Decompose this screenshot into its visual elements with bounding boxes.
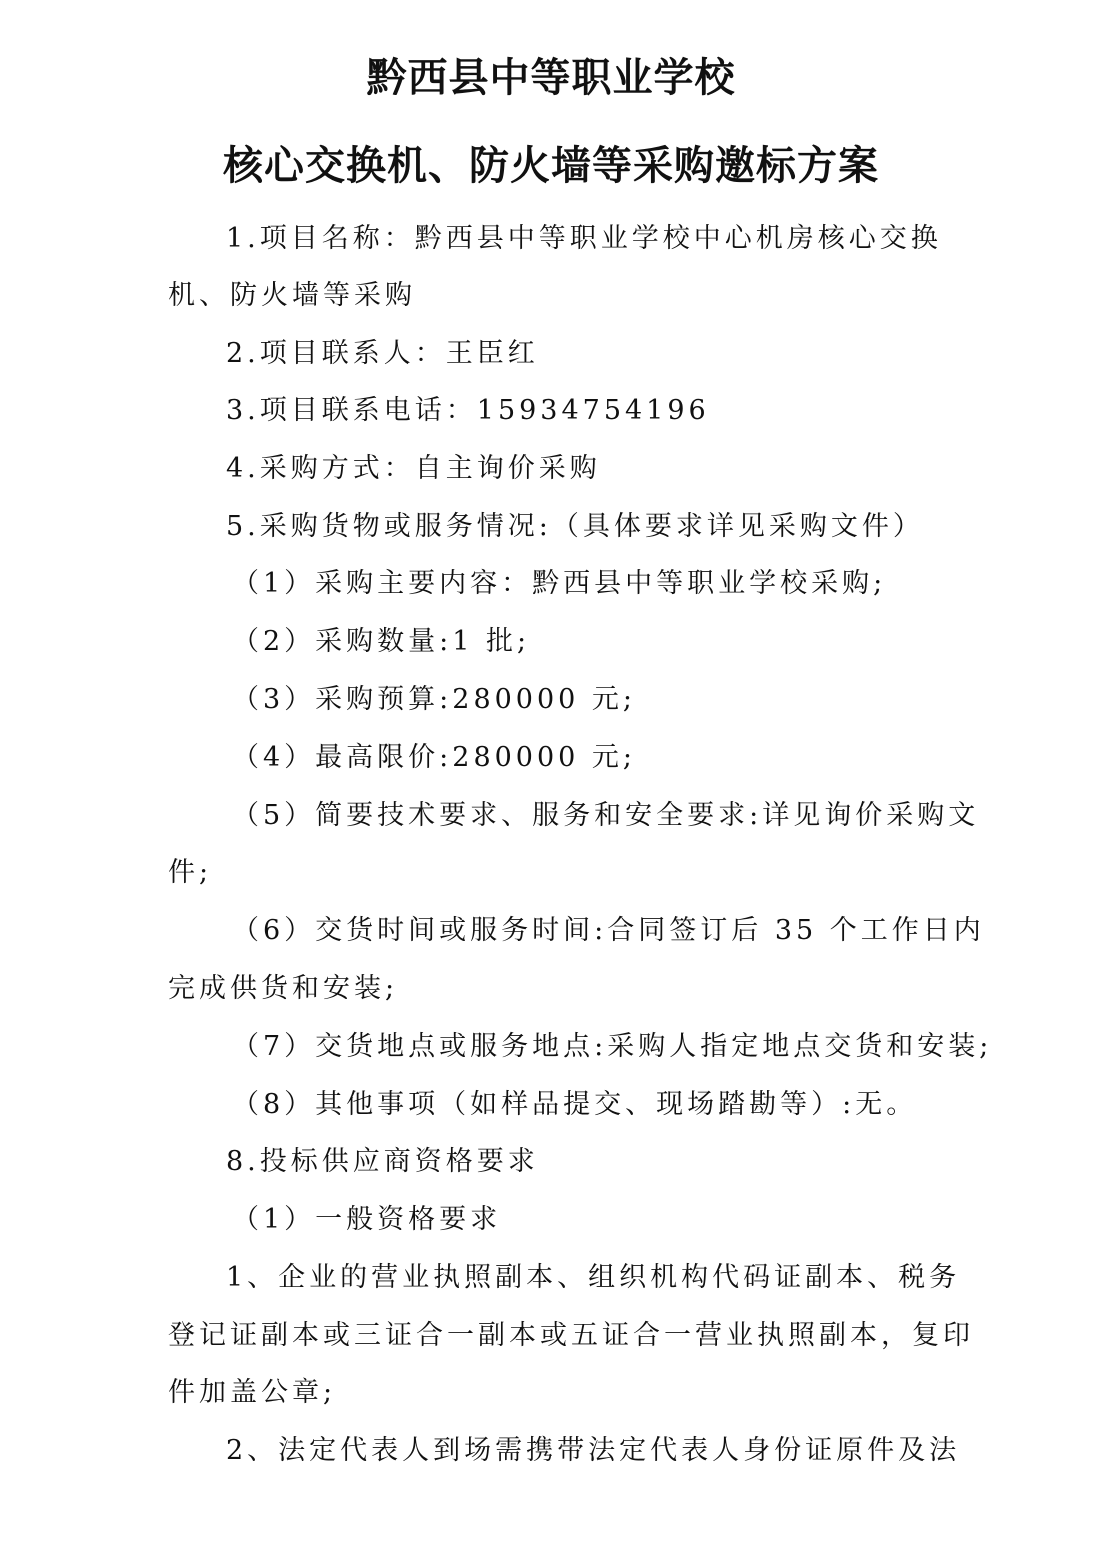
paragraph-line: （7）交货地点或服务地点:采购人指定地点交货和安装;: [232, 1031, 993, 1062]
paragraph-line: 2.项目联系人：王臣红: [226, 338, 539, 369]
paragraph-line: 2、法定代表人到场需携带法定代表人身份证原件及法: [226, 1435, 961, 1466]
paragraph-line: （1）一般资格要求: [232, 1204, 502, 1235]
paragraph-line: 3.项目联系电话：15934754196: [226, 395, 710, 426]
document-title-line-2: 核心交换机、防火墙等采购邀标方案: [223, 142, 879, 189]
paragraph-line: 4.采购方式：自主询价采购: [226, 453, 601, 484]
paragraph-line: （1）采购主要内容：黔西县中等职业学校采购;: [232, 568, 887, 599]
document-title-line-1: 黔西县中等职业学校: [366, 54, 736, 101]
paragraph-line: 8.投标供应商资格要求: [226, 1146, 539, 1177]
paragraph-line: （3）采购预算:280000 元;: [232, 684, 637, 715]
paragraph-line: （6）交货时间或服务时间:合同签订后 35 个工作日内: [232, 915, 985, 946]
paragraph-line: 1、企业的营业执照副本、组织机构代码证副本、税务: [226, 1262, 961, 1293]
paragraph-line: 件加盖公章;: [168, 1377, 337, 1408]
paragraph-line: （8）其他事项（如样品提交、现场踏勘等）:无。: [232, 1089, 918, 1120]
paragraph-line: 5.采购货物或服务情况:（具体要求详见采购文件）: [226, 511, 924, 542]
paragraph-line: 1.项目名称：黔西县中等职业学校中心机房核心交换: [226, 223, 942, 254]
paragraph-line: （4）最高限价:280000 元;: [232, 742, 637, 773]
paragraph-line: 登记证副本或三证合一副本或五证合一营业执照副本，复印: [168, 1320, 974, 1351]
paragraph-line: （2）采购数量:1 批;: [232, 626, 531, 657]
paragraph-line: 机、防火墙等采购: [168, 280, 416, 311]
paragraph-line: 完成供货和安装;: [168, 973, 399, 1004]
paragraph-line: （5）简要技术要求、服务和安全要求:详见询价采购文: [232, 800, 980, 831]
paragraph-line: 件;: [168, 857, 213, 888]
